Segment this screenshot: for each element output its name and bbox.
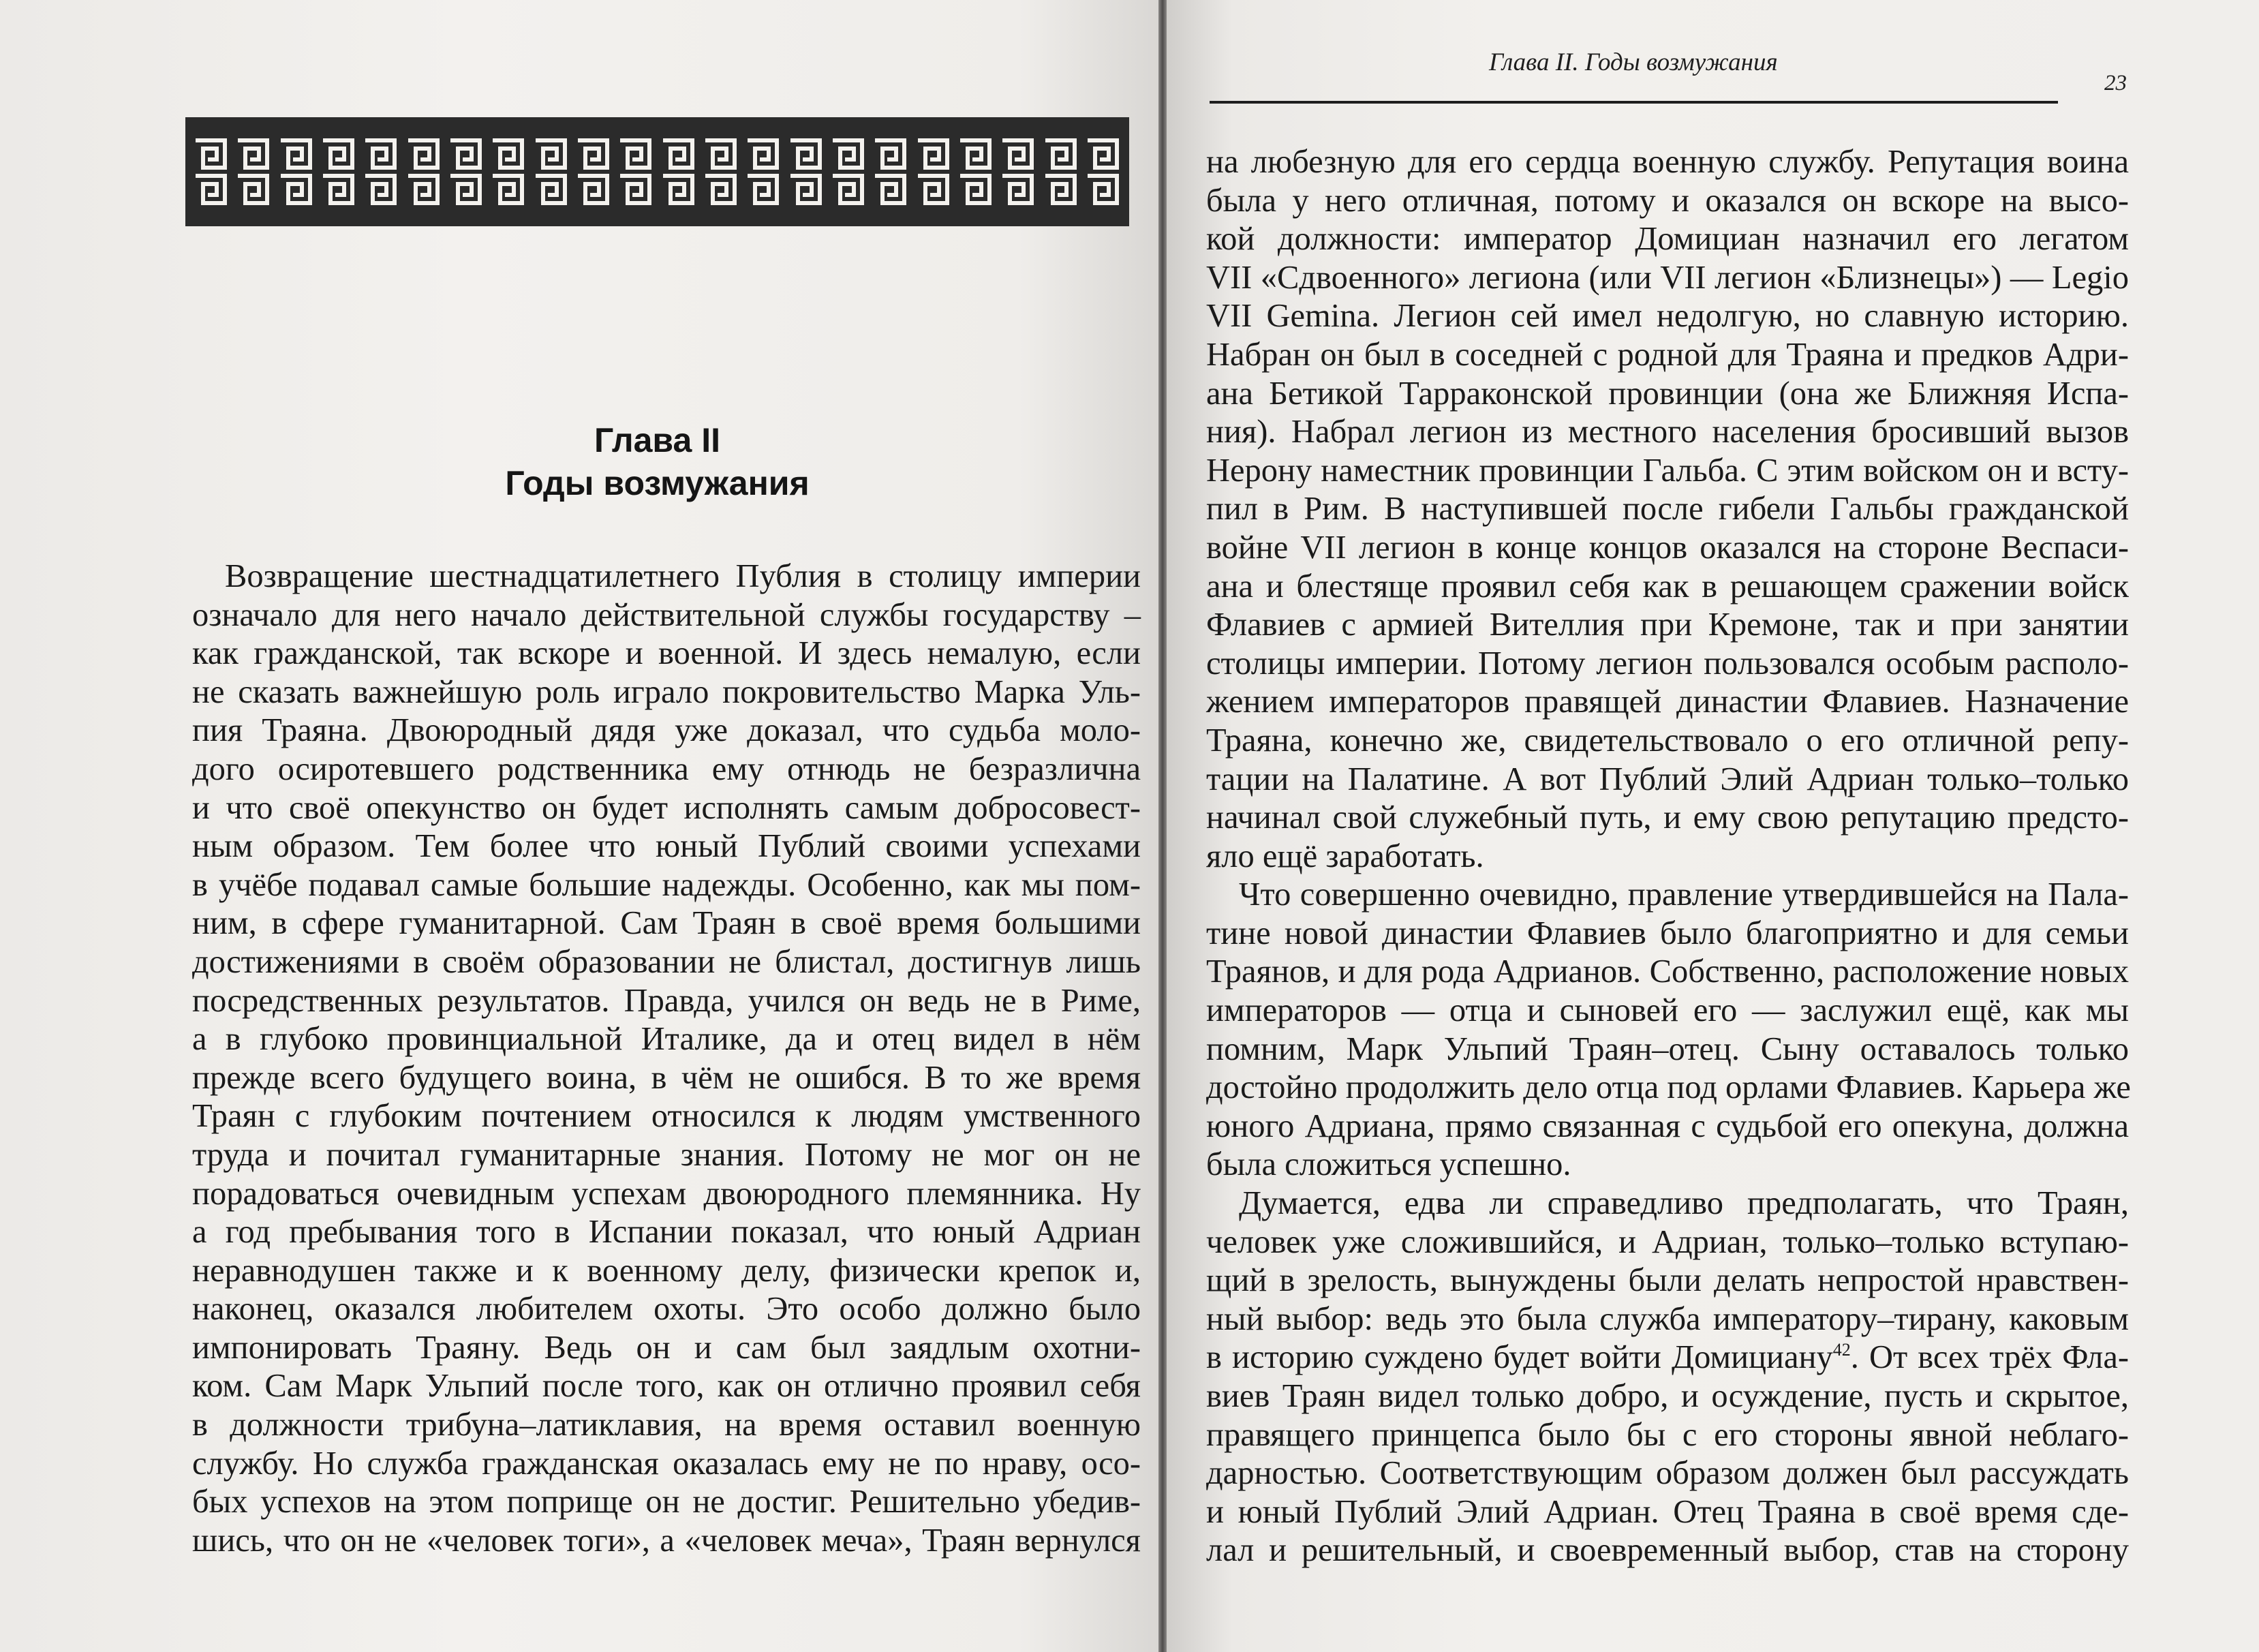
text-line-content: в должности трибуна–латиклавия, на время оставил военную	[192, 1407, 1141, 1443]
text-line	[1206, 375, 2129, 414]
text-line-content: пия Траяна. Двоюродный дядя уже доказал, что судьба моло-	[192, 712, 1141, 749]
text-line-content: помним, Марк Ульпий Траян–отец. Сыну оставалось только	[1206, 1030, 2129, 1067]
meander-unit	[1087, 136, 1120, 207]
meander-unit	[535, 136, 568, 207]
text-line-content: на любезную для его сердца военную службу. Репутация воина	[1206, 144, 2129, 180]
text-line	[1206, 915, 2129, 953]
text-line	[1206, 1454, 2129, 1493]
text-line	[1206, 1069, 2129, 1107]
left-body-text	[192, 557, 1141, 1560]
text-line-content: импонировать Траяну. Ведь он и сам был заядлым охотни-	[192, 1329, 1141, 1366]
text-line-content: и юный Публий Элий Адриан. Отец Траяна в своё время сде-	[1206, 1493, 2129, 1530]
text-line-content: Траян с глубоким почтением относился к людям умственного	[192, 1098, 1141, 1135]
text-line-content: правящего принцепса было бы с его стороны явной неблаго-	[1206, 1416, 2129, 1453]
text-line-content: порадоваться очевидным успехам двоюродного племянника. Ну	[192, 1175, 1141, 1212]
text-line-content: Траянов, и для рода Адрианов. Собственно, расположение новых	[1206, 953, 2129, 990]
text-line	[192, 1136, 1141, 1175]
text-line	[1206, 1377, 2129, 1416]
text-line-content: Думается, едва ли справедливо предполагать, что Траян,	[1239, 1185, 2129, 1222]
text-line-content: неравнодушен также и к военному делу, физически крепок и,	[192, 1252, 1141, 1289]
right-body-text	[1206, 143, 2129, 1570]
text-line-content: Нерону наместник провинции Гальба. С этим войском он и всту-	[1206, 452, 2129, 489]
text-line	[192, 673, 1141, 712]
text-line-content: достойно продолжить дело отца под орлами Флавиев. Карьера же	[1206, 1069, 2131, 1106]
text-line	[1206, 1339, 2129, 1377]
text-line	[1206, 182, 2129, 221]
text-line-content: человек уже сложившийся, и Адриан, только–только вступаю-	[1206, 1223, 2129, 1260]
text-line	[192, 1522, 1141, 1561]
text-line-content: дого осиротевшего родственника ему отнюдь не безразлична	[192, 750, 1141, 787]
text-line	[192, 866, 1141, 905]
text-line	[1206, 606, 2129, 645]
text-line	[1206, 336, 2129, 375]
text-line-content: ный выбор: ведь это была служба императору–тирану, каковым	[1206, 1300, 2129, 1337]
text-line	[1206, 413, 2129, 452]
text-line-content: щий в зрелость, вынуждены были делать непростой нравствен-	[1206, 1262, 2129, 1299]
text-line	[1206, 1146, 2129, 1184]
text-line	[192, 1020, 1141, 1059]
text-line-content: Набран он был в соседней с родной для Траяна и предков Адри-	[1206, 336, 2129, 373]
text-line	[192, 1483, 1141, 1522]
text-line	[1206, 1300, 2129, 1339]
text-line-content: как гражданской, так вскоре и военной. И здесь немалую, если	[192, 635, 1141, 672]
text-line-content: императоров — отца и сыновей его — заслужил ещё, как мы	[1206, 992, 2129, 1029]
text-line-content: означало для него начало действительной службы государству –	[192, 596, 1141, 633]
meander-unit	[917, 136, 950, 207]
text-line-content: ним, в сфере гуманитарной. Сам Траян в своё время большими	[192, 905, 1141, 942]
text-line-content: начинал свой служебный путь, и ему свою репутацию предсто-	[1206, 799, 2129, 836]
text-line	[1206, 1184, 2129, 1223]
text-line-content: была сложиться успешно.	[1206, 1146, 1571, 1183]
text-line-content: не сказать важнейшую роль играло покровительство Марка Уль-	[192, 673, 1141, 710]
text-line	[192, 712, 1141, 750]
text-line	[1206, 529, 2129, 568]
text-line	[192, 1252, 1141, 1291]
meander-unit	[874, 136, 907, 207]
text-line	[1206, 683, 2129, 722]
text-line-content: шись, что он не «человек тоги», а «человек меча», Траян вернулся	[192, 1522, 1141, 1559]
text-line	[1206, 1223, 2129, 1262]
running-head-rule	[1210, 101, 2058, 104]
text-line	[1206, 143, 2129, 182]
text-line-content: достижениями в своём образовании не блистал, достигнув лишь	[192, 943, 1141, 980]
text-line	[192, 827, 1141, 866]
text-line	[1206, 953, 2129, 992]
text-line-content: VII Gemina. Легион сей имел недолгую, но славную историю.	[1206, 298, 2129, 335]
meander-unit	[1045, 136, 1077, 207]
meander-unit	[577, 136, 610, 207]
text-line	[1206, 568, 2129, 607]
text-line-content: пил в Рим. В наступившей после гибели Гальбы гражданской	[1206, 491, 2129, 527]
text-line-content: была у него отличная, потому и оказался он вскоре на высо-	[1206, 182, 2129, 219]
text-line	[192, 1406, 1141, 1445]
text-line	[1206, 838, 2129, 876]
meander-unit	[619, 136, 652, 207]
text-line	[192, 634, 1141, 673]
meander-unit	[705, 136, 737, 207]
text-line-content: ным образом. Тем более что юный Публий своими успехами	[192, 828, 1141, 865]
text-line	[192, 1290, 1141, 1329]
text-line-content: ком. Сам Марк Ульпий после того, как он отлично проявил себя	[192, 1368, 1141, 1405]
text-line	[192, 943, 1141, 982]
text-line	[1206, 1531, 2129, 1570]
meander-unit	[322, 136, 355, 207]
greek-key-ornament	[185, 117, 1129, 226]
text-line	[1206, 1493, 2129, 1532]
text-line-content: кой должности: император Домициан назначил его легатом	[1206, 221, 2129, 258]
text-line-content: жением императоров правящей династии Флавиев. Назначение	[1206, 684, 2129, 720]
text-line	[192, 1445, 1141, 1484]
text-line	[1206, 876, 2129, 915]
meander-unit	[1002, 136, 1034, 207]
text-line-content: Что совершенно очевидно, правление утвердившейся на Пала-	[1239, 876, 2129, 913]
text-line-content: бых успехов на этом поприще он не достиг. Решительно убедив-	[192, 1484, 1141, 1520]
text-line-content: службу. Но служба гражданская оказалась ему не по нраву, осо-	[192, 1445, 1141, 1482]
text-line	[1206, 799, 2129, 838]
text-line-content: и что своё опекунство он будет исполнять самым добросовест-	[192, 789, 1141, 826]
text-line-content: посредственных результатов. Правда, учился он ведь не в Риме,	[192, 982, 1141, 1019]
text-line	[192, 1059, 1141, 1098]
text-line	[1206, 452, 2129, 491]
text-line-content: виев Траян видел только добро, и осуждение, пусть и скрытое,	[1206, 1378, 2129, 1414]
text-line-content: прежде всего будущего воина, в чём не ошибся. В то же время	[192, 1059, 1141, 1096]
text-line-content: тации на Палатине. А вот Публий Элий Адриан только–только	[1206, 761, 2129, 797]
text-line	[1206, 220, 2129, 259]
meander-unit	[662, 136, 695, 207]
text-line-content: юного Адриана, прямо связанная с судьбой его опекуна, должна	[1206, 1107, 2129, 1144]
text-line-content: труда и почитал гуманитарные знания. Потому не мог он не	[192, 1136, 1141, 1173]
text-line	[192, 557, 1141, 596]
text-line	[192, 1175, 1141, 1214]
text-line-content: а в глубоко провинциальной Италике, да и отец видел в нём	[192, 1021, 1141, 1058]
text-line-content: Флавиев с армией Вителлия при Кремоне, так и при занятии	[1206, 607, 2129, 643]
text-line-content: наконец, оказался любителем охоты. Это особо должно было	[192, 1291, 1141, 1328]
text-line-content: яло ещё заработать.	[1206, 838, 1484, 874]
text-line-content: тине новой династии Флавиев было благоприятно и для семьи	[1206, 915, 2129, 951]
meander-unit	[747, 136, 780, 207]
meander-unit	[237, 136, 270, 207]
meander-unit	[195, 136, 228, 207]
book-gutter	[1158, 0, 1167, 1652]
text-line	[1206, 1261, 2129, 1300]
text-line	[192, 596, 1141, 635]
meander-unit	[959, 136, 992, 207]
text-line	[1206, 259, 2129, 298]
text-line-content: VII «Сдвоенного» легиона (или VII легион «Близнецы») — Legio	[1206, 259, 2129, 296]
text-line	[192, 789, 1141, 828]
meander-unit	[365, 136, 397, 207]
meander-unit	[280, 136, 313, 207]
text-line	[1206, 1416, 2129, 1455]
text-line	[192, 1329, 1141, 1368]
text-line-content: лал и решительный, и своевременный выбор, став на сторону	[1206, 1532, 2129, 1569]
text-line	[192, 1213, 1141, 1252]
text-line-content: ана Бетикой Тарраконской провинции (она же Ближняя Испа-	[1206, 375, 2129, 412]
chapter-title: Годы возмужания	[505, 464, 810, 502]
text-line	[192, 750, 1141, 789]
text-line-continuation: . От всех трёх Фла-	[1850, 1339, 2130, 1376]
text-line-content: Возвращение шестнадцатилетнего Публия в столицу империи	[225, 558, 1141, 594]
text-line	[192, 1097, 1141, 1136]
chapter-label: Глава II	[594, 421, 720, 459]
text-line-content: ния). Набрал легион из местного населения бросивший вызов	[1206, 414, 2129, 450]
text-line	[1206, 645, 2129, 684]
text-line	[192, 904, 1141, 943]
page-number: 23	[2104, 71, 2127, 95]
text-line	[192, 1367, 1141, 1406]
text-line	[1206, 761, 2129, 799]
text-line	[1206, 992, 2129, 1030]
meander-unit	[492, 136, 525, 207]
running-head: Глава II. Годы возмужания	[1489, 48, 1778, 76]
meander-unit	[790, 136, 823, 207]
text-line-content: войне VII легион в конце концов оказался на стороне Веспаси-	[1206, 529, 2129, 566]
text-line	[1206, 722, 2129, 761]
text-line	[1206, 490, 2129, 529]
text-line	[1206, 1030, 2129, 1069]
text-line-content: Траяна, конечно же, свидетельствовало о его отличной репу-	[1206, 722, 2129, 759]
text-line-content: дарностью. Соответствующим образом должен был рассуждать	[1206, 1455, 2129, 1492]
meander-unit	[408, 136, 440, 207]
meander-unit	[450, 136, 482, 207]
text-line	[192, 982, 1141, 1021]
text-line	[1206, 297, 2129, 336]
text-line-content: в учёбе подавал самые большие надежды. Особенно, как мы пом-	[192, 866, 1141, 903]
text-line-content: а год пребывания того в Испании показал, что юный Адриан	[192, 1214, 1141, 1251]
meander-unit	[832, 136, 865, 207]
text-line-content: ана и блестяще проявил себя как в решающем сражении войск	[1206, 568, 2129, 605]
text-line-content: в историю суждено будет войти Домициану	[1206, 1339, 1833, 1376]
footnote-marker[interactable]: 42	[1832, 1340, 1851, 1360]
text-line	[1206, 1107, 2129, 1146]
text-line-content: столицы империи. Потому легион пользовался особым располо-	[1206, 645, 2129, 682]
